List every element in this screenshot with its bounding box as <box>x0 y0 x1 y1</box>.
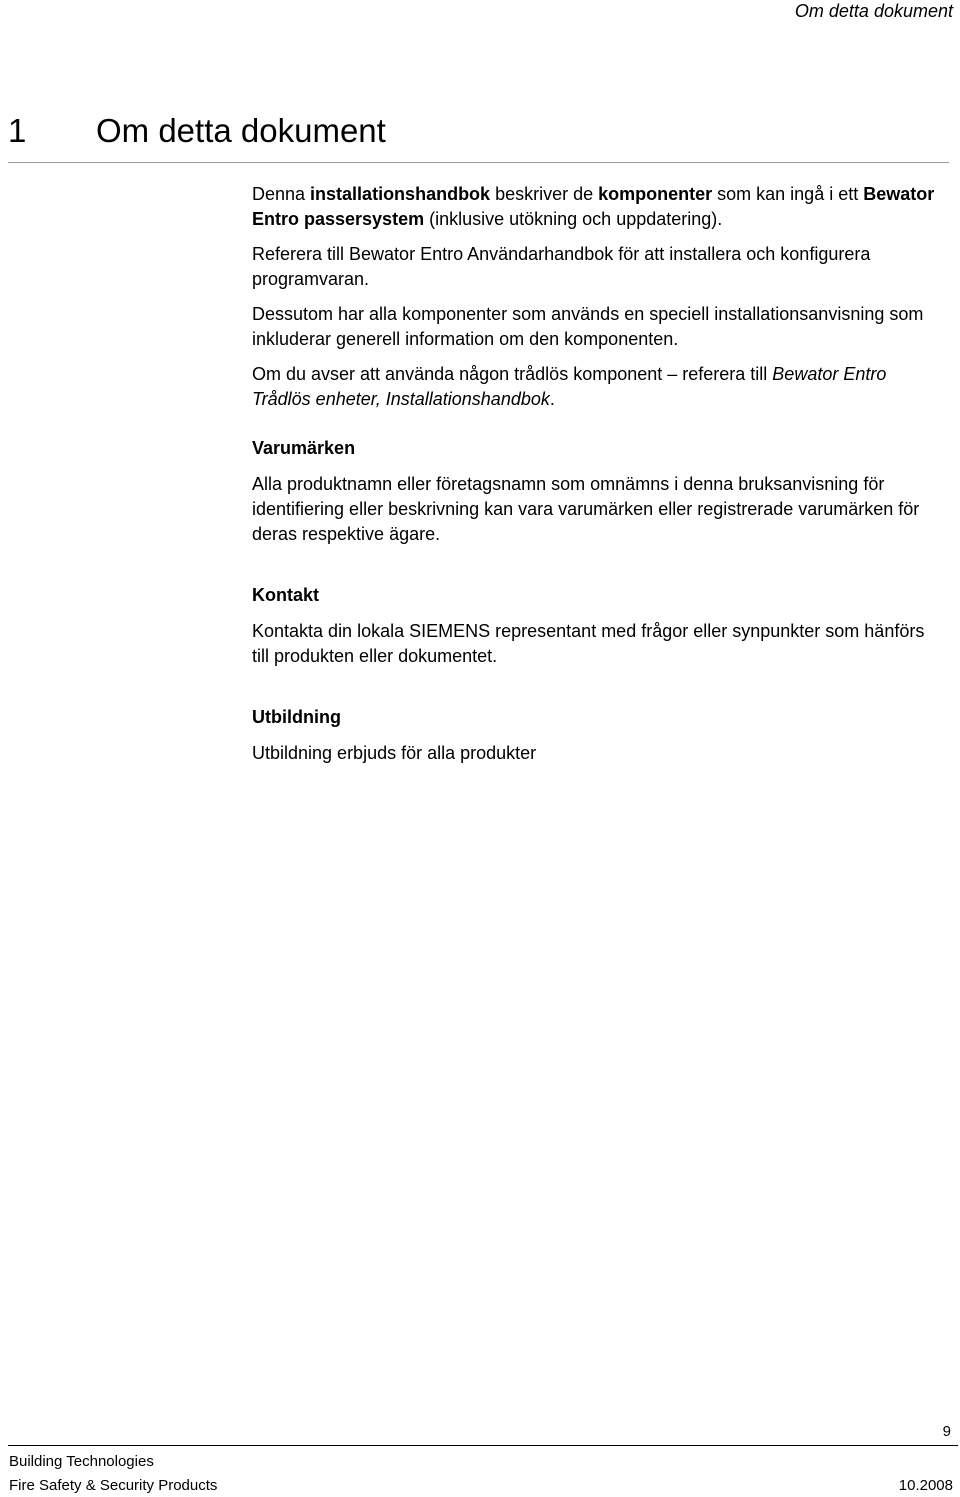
trademarks-heading: Varumärken <box>252 438 356 458</box>
bold-term-passersystem: Bewator Entro passersystem <box>252 184 935 229</box>
trademarks-body: Alla produktnamn eller företagsnamn som omnämns i denna bruksanvisning för identifiering eller beskrivning kan vara varumärken eller registrerade varumärken för deras respektive ägare. <box>252 474 920 544</box>
title-divider <box>8 162 949 163</box>
intro-paragraph-2 <box>252 242 937 292</box>
contact-heading: Kontakt <box>252 585 319 605</box>
chapter-number: 1 <box>8 112 27 149</box>
bold-term-komponenter: komponenter <box>598 184 713 204</box>
text-run: beskriver de <box>490 184 599 204</box>
text-run: . <box>549 389 555 409</box>
text-run: Denna <box>252 184 311 204</box>
page-number: 9 <box>942 1423 951 1440</box>
chapter-title-text: Om detta dokument <box>96 112 386 149</box>
training-body: Utbildning erbjuds för alla produkter <box>252 743 537 763</box>
training-heading: Utbildning <box>252 707 341 727</box>
text-run: som kan ingå i ett <box>712 184 864 204</box>
intro-paragraph-4 <box>252 362 937 412</box>
bold-term-installationshandbok: installationshandbok <box>310 184 491 204</box>
intro-paragraph-1 <box>252 182 937 232</box>
running-header: Om detta dokument <box>794 1 953 21</box>
chapter-title <box>8 110 386 152</box>
text-run: (inklusive utökning och uppdatering). <box>424 209 723 229</box>
footer-divider <box>8 1445 958 1446</box>
contact-body: Kontakta din lokala SIEMENS representant med frågor eller synpunkter som hänförs till produkten eller dokumentet. <box>252 621 925 666</box>
main-content <box>252 182 937 776</box>
footer-organization: Building Technologies <box>9 1453 154 1470</box>
footer-division: Fire Safety & Security Products <box>9 1477 218 1494</box>
footer-date: 10.2008 <box>898 1477 953 1494</box>
italic-reference-title: Bewator Entro Trådlös enheter, Installationshandbok <box>252 364 887 409</box>
text-run: Dessutom har alla komponenter som används en speciell installationsanvisning som inkluderar generell information om den komponenten. <box>252 304 924 349</box>
text-run: Om du avser att använda någon trådlös komponent – referera till <box>252 364 773 384</box>
intro-paragraph-3 <box>252 302 937 352</box>
text-run: Referera till Bewator Entro Användarhandbok för att installera och konfigurera programvaran. <box>252 244 871 289</box>
